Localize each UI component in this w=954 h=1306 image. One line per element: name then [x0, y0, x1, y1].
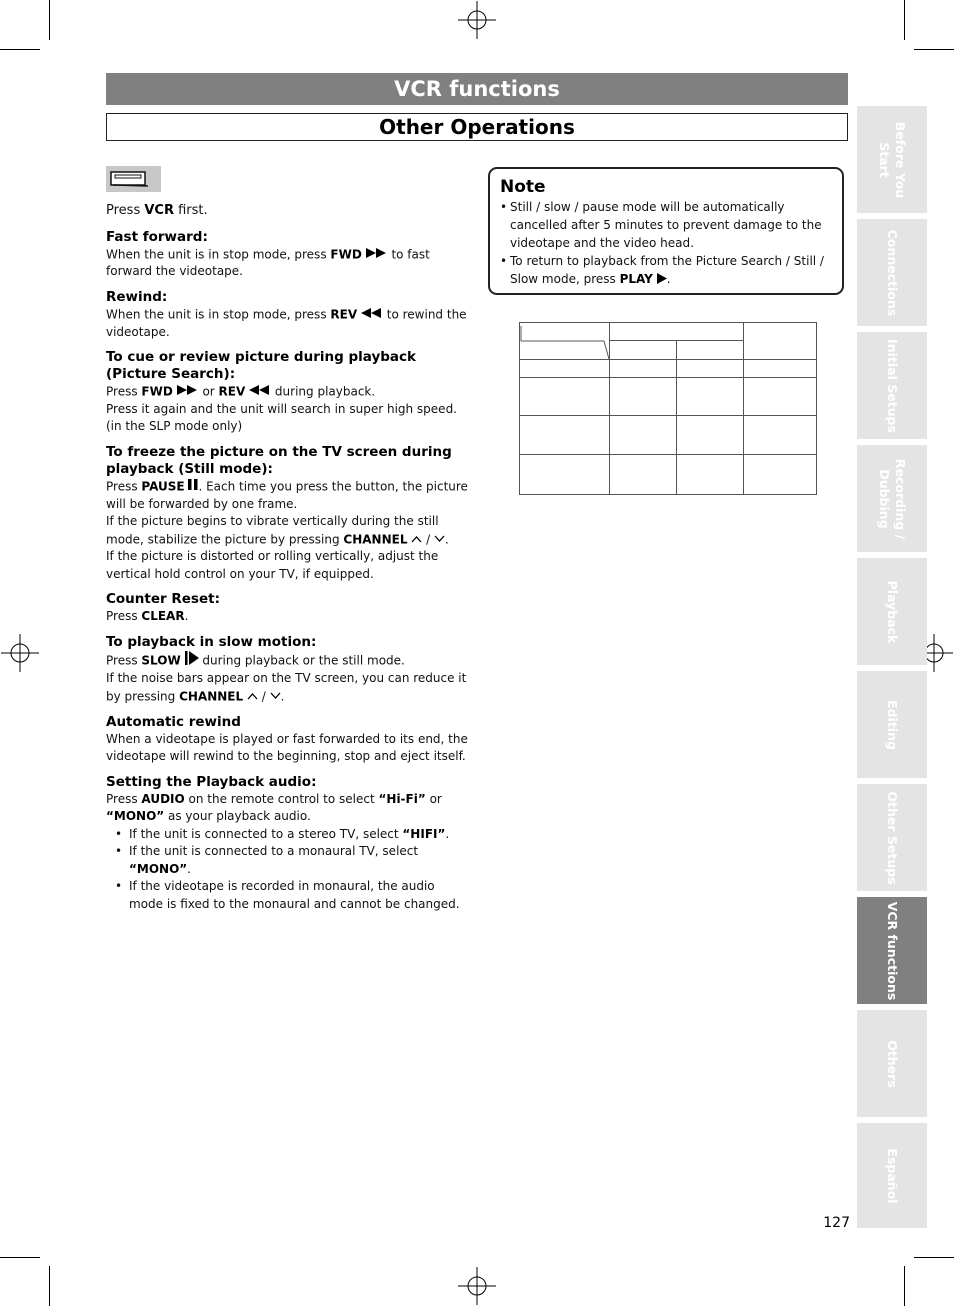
tab-label: Editing [885, 699, 900, 750]
list-item: • If the unit is connected to a stereo TV, select “HIFI”. [106, 826, 470, 844]
tab-label: Connections [885, 229, 900, 316]
note-title: Note [500, 177, 546, 197]
tab-label: Recording / Dubbing [877, 458, 908, 539]
slow-icon [185, 651, 199, 671]
tab-initial-setups[interactable] [857, 332, 927, 439]
crop-mark [0, 1257, 40, 1258]
playback-audio-section [106, 774, 470, 914]
rewind-section [106, 289, 470, 341]
tab-label: Playback [885, 580, 900, 643]
rewind-icon [249, 383, 271, 401]
tab-editing[interactable] [857, 671, 927, 778]
note-list [500, 198, 832, 289]
section-text: Press SLOW during playback or the still mode. [106, 651, 470, 671]
tab-label: Others [885, 1039, 900, 1088]
play-icon [657, 271, 667, 289]
section-heading: To playback in slow motion: [106, 633, 317, 650]
section-text: If the noise bars appear on the TV screen, you can reduce it by pressing CHANNEL / . [106, 670, 470, 705]
section-text: Press PAUSE . Each time you press the button, the picture will be forwarded by one frame. [106, 479, 468, 511]
chevron-down-icon [434, 531, 445, 549]
tab-label: Español [885, 1147, 900, 1204]
section-text: When the unit is in stop mode, press FWD to fast forward the videotape. [106, 246, 430, 279]
intro-text: Press VCR first. [106, 203, 208, 218]
section-text: If the picture is distorted or rolling vertically, adjust the vertical hold control on your TV, if equipped. [106, 549, 439, 581]
section-text: If the picture begins to vibrate vertically during the still mode, stabilize the picture by pressing CHANNEL / . [106, 513, 470, 548]
speed-table [519, 322, 817, 495]
list-item: • Still / slow / pause mode will be automatically cancelled after 5 minutes to prevent damage to the videotape and the video head. [500, 198, 832, 252]
section-text: When the unit is in stop mode, press REV to rewind the videotape. [106, 307, 467, 339]
crop-mark [49, 1266, 50, 1306]
registration-mark-icon [1, 634, 39, 672]
chevron-up-icon [247, 688, 258, 706]
chevron-down-icon [270, 688, 281, 706]
section-heading: Fast forward: [106, 228, 208, 245]
crop-mark [914, 49, 954, 50]
tab-label: Other Setups [885, 790, 900, 885]
list-item: • If the videotape is recorded in monaural, the audio mode is fixed to the monaural and cannot be changed. [106, 878, 470, 913]
section-text: Press CLEAR. [106, 609, 189, 624]
tab-connections[interactable] [857, 219, 927, 326]
tab-vcr-functions[interactable] [857, 897, 927, 1004]
vcr-badge [106, 166, 161, 192]
tab-others[interactable] [857, 1010, 927, 1117]
fast-forward-icon [366, 246, 388, 264]
section-heading: Setting the Playback audio: [106, 773, 317, 790]
chevron-up-icon [411, 531, 422, 549]
picture-search-section [106, 349, 470, 436]
tab-espanol[interactable] [857, 1123, 927, 1228]
fast-forward-section [106, 229, 470, 281]
crop-mark [904, 0, 905, 40]
rewind-icon [361, 306, 383, 324]
automatic-rewind-section [106, 714, 470, 766]
section-heading: To cue or review picture during playback (Picture Search): [106, 349, 417, 382]
fast-forward-icon [177, 383, 199, 401]
section-heading: To freeze the picture on the TV screen during playback (Still mode): [106, 443, 452, 477]
list-item: • To return to playback from the Picture Search / Still / Slow mode, press PLAY . [500, 252, 832, 289]
section-text: Press it again and the unit will search in super high speed. (in the SLP mode only) [106, 401, 457, 434]
page-title: Other Operations [106, 113, 848, 141]
pause-icon [188, 478, 198, 496]
tab-label: VCR functions [885, 901, 900, 1000]
slow-motion-section [106, 634, 470, 706]
section-title-bar: VCR functions [106, 73, 848, 105]
registration-mark-icon [458, 1, 496, 39]
registration-mark-icon [458, 1267, 496, 1305]
crop-mark [914, 1257, 954, 1258]
section-text: Press FWD or REV during playback. [106, 383, 470, 401]
tab-recording-dubbing[interactable] [857, 445, 927, 552]
section-heading: Automatic rewind [106, 713, 241, 730]
crop-mark [904, 1266, 905, 1306]
tab-label: Before You Start [877, 121, 908, 198]
section-text: When a videotape is played or fast forwarded to its end, the videotape will rewind to the beginning, stop and eject itself. [106, 731, 468, 763]
still-mode-section [106, 444, 470, 584]
crop-mark [0, 49, 40, 50]
counter-reset-section [106, 591, 470, 626]
page-number: 127 [823, 1215, 850, 1231]
note-box [488, 167, 844, 295]
instructions-column [106, 166, 470, 921]
tab-playback[interactable] [857, 558, 927, 665]
list-item: • If the unit is connected to a monaural TV, select “MONO”. [106, 843, 470, 878]
section-heading: Rewind: [106, 288, 168, 305]
tab-before-you-start[interactable] [857, 106, 927, 213]
crop-mark [49, 0, 50, 40]
tab-label: Initial Setups [885, 338, 900, 433]
tab-other-setups[interactable] [857, 784, 927, 891]
section-heading: Counter Reset: [106, 591, 220, 608]
audio-bullet-list [106, 826, 470, 914]
section-text: Press AUDIO on the remote control to select “Hi-Fi” or “MONO” as your playback audio. [106, 791, 442, 823]
